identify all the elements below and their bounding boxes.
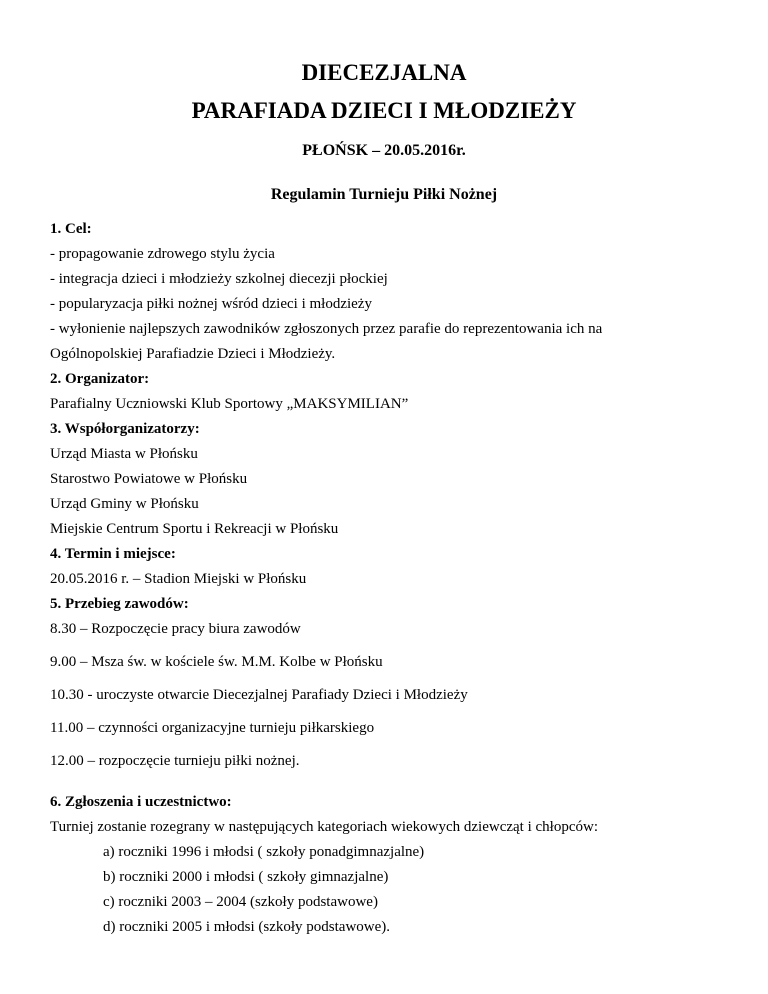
section-heading-przebieg: 5. Przebieg zawodów:: [50, 596, 189, 612]
category-item: b) roczniki 2000 i młodsi ( szkoły gimnazjalne): [103, 869, 389, 885]
list-item: - wyłonienie najlepszych zawodników zgłoszonych przez parafie do reprezentowania ich na: [50, 321, 603, 337]
section-heading-organizator: 2. Organizator:: [50, 371, 150, 387]
section-heading-termin: 4. Termin i miejsce:: [50, 546, 176, 562]
category-item: c) roczniki 2003 – 2004 (szkoły podstawowe): [103, 894, 378, 910]
main-subtitle: PARAFIADA DZIECI I MŁODZIEŻY: [191, 98, 577, 123]
list-item: - propagowanie zdrowego stylu życia: [50, 246, 275, 262]
place-date: PŁOŃSK – 20.05.2016r.: [302, 142, 466, 159]
document-title: Regulamin Turnieju Piłki Nożnej: [270, 186, 498, 203]
schedule-item: 10.30 - uroczyste otwarcie Diecezjalnej Parafiady Dzieci i Młodzieży: [50, 687, 468, 703]
schedule-item: 9.00 – Msza św. w kościele św. M.M. Kolbe w Płońsku: [50, 654, 383, 670]
schedule-item: 12.00 – rozpoczęcie turnieju piłki nożnej.: [50, 753, 300, 769]
section-intro: Turniej zostanie rozegrany w następujących kategoriach wiekowych dziewcząt i chłopców:: [50, 819, 598, 835]
list-item: 20.05.2016 r. – Stadion Miejski w Płońsku: [50, 571, 307, 587]
list-item: Urząd Gminy w Płońsku: [50, 496, 199, 512]
list-item: - popularyzacja piłki nożnej wśród dzieci i młodzieży: [50, 296, 372, 312]
main-title: DIECEZJALNA: [301, 60, 467, 85]
category-item: d) roczniki 2005 i młodsi (szkoły podstawowe).: [103, 919, 391, 935]
list-item: - integracja dzieci i młodzieży szkolnej diecezji płockiej: [50, 271, 388, 287]
list-item: Parafialny Uczniowski Klub Sportowy „MAKSYMILIAN”: [50, 396, 409, 412]
list-item: Starostwo Powiatowe w Płońsku: [50, 471, 248, 487]
category-item: a) roczniki 1996 i młodsi ( szkoły ponadgimnazjalne): [103, 844, 425, 860]
section-heading-cel: 1. Cel:: [50, 221, 92, 237]
list-item: Urząd Miasta w Płońsku: [50, 446, 198, 462]
document-body: [50, 217, 750, 940]
schedule-item: 8.30 – Rozpoczęcie pracy biura zawodów: [50, 621, 301, 637]
section-heading-zgloszenia: 6. Zgłoszenia i uczestnictwo:: [50, 794, 232, 810]
schedule-item: 11.00 – czynności organizacyjne turnieju piłkarskiego: [50, 720, 375, 736]
list-item: Miejskie Centrum Sportu i Rekreacji w Płońsku: [50, 521, 339, 537]
section-heading-wspolorganizatorzy: 3. Współorganizatorzy:: [50, 421, 200, 437]
list-item: Ogólnopolskiej Parafiadzie Dzieci i Młodzieży.: [50, 346, 336, 362]
